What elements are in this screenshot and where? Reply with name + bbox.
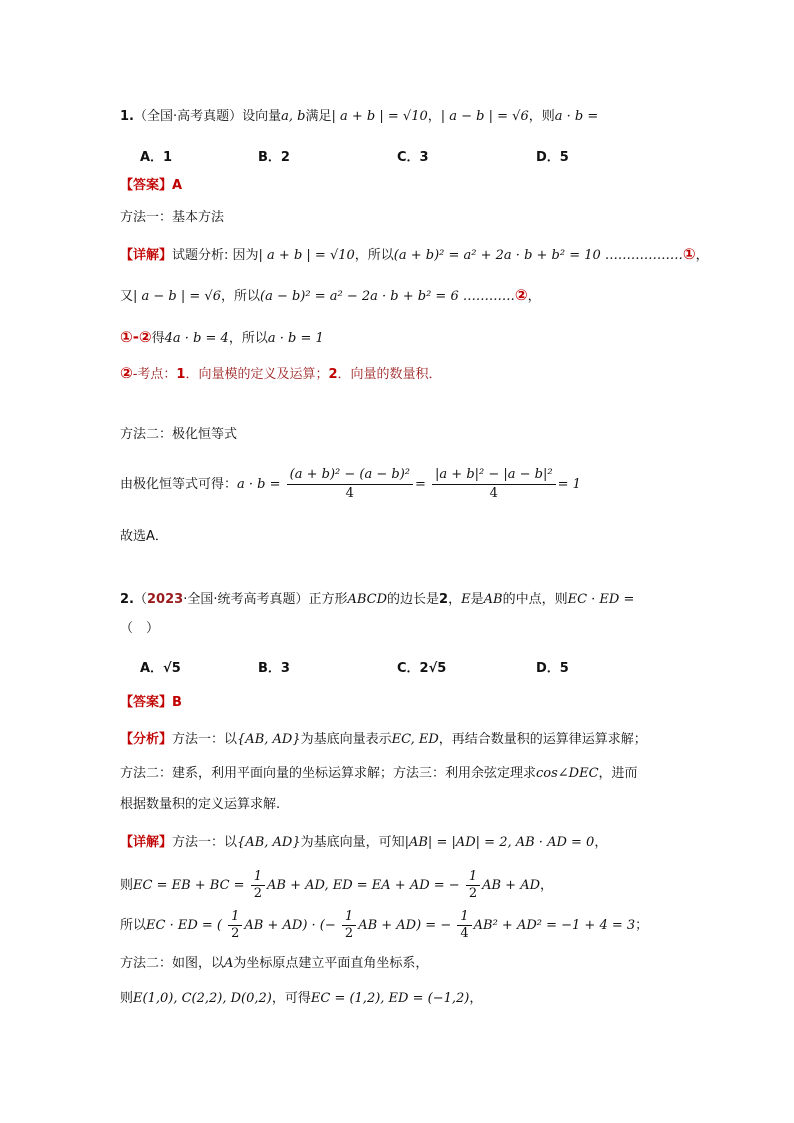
q2-detail-line2	[120, 866, 553, 906]
q2-line2-f1-den: 2	[253, 886, 262, 901]
q2-detail-tag: 【详解】	[120, 835, 173, 850]
q2-line3-f2-den: 2	[344, 926, 354, 941]
q2-option-b: B．3	[258, 661, 290, 676]
q1-polar-den1: 4	[345, 486, 354, 501]
q2-detail-a: 方法一：以	[172, 835, 238, 850]
q1-point-2n: 2	[328, 367, 338, 382]
q2-m2-A: A	[224, 956, 234, 971]
q2-m2-l2-a: 则	[120, 991, 134, 1006]
q1-ask: a · b =	[554, 109, 599, 124]
q1-polar-lhs: a · b =	[237, 477, 281, 492]
q1-method1-title: 方法一：基本方法	[120, 210, 225, 225]
q1-option-a: A．1	[140, 150, 173, 165]
q1-detail-l3-b: 得	[151, 331, 165, 346]
q1-number: 1.	[120, 109, 134, 124]
q2-line2-f2-num: 1	[466, 869, 480, 886]
q1-polar-frac1	[287, 466, 413, 503]
q2-line2-f1-num: 1	[251, 869, 265, 886]
q1-detail-l2-end: ，	[527, 289, 541, 304]
q2-analysis-l2b: ，进而	[598, 766, 638, 781]
q2-m2-b: 为坐标原点建立平面直角坐标系，	[233, 956, 429, 971]
q1-polar-den2: 4	[489, 486, 498, 501]
q2-line3-c: AB + AD) · (−	[244, 918, 336, 933]
q2-line3-frac3	[457, 909, 471, 942]
q2-paren: （ ）	[120, 621, 160, 636]
q2-answer-tag: 【答案】	[120, 695, 173, 710]
q1-detail-l2-c: ，所以	[220, 289, 260, 304]
q2-analysis-basis: {AB, AD}	[237, 732, 301, 747]
q2-line3-d: AB + AD) = −	[358, 918, 452, 933]
q2-analysis-line3: 根据数量积的定义运算求解.	[120, 797, 281, 812]
q1-cond1: | a + b | = √10	[331, 109, 428, 124]
q1-detail-l3-a: ①-②	[120, 328, 152, 346]
q2-detail-line1	[120, 834, 607, 852]
q2-line2-e: ，	[540, 878, 554, 893]
q2-source-b: ·全国·统考高考真题）	[183, 592, 309, 607]
q2-stem-c: ，	[448, 592, 462, 607]
q2-stem-e2: 的中点，则	[502, 592, 568, 607]
q2-detail-basis: {AB, AD}	[237, 835, 301, 850]
q2-stem-ab: AB	[483, 592, 503, 607]
q1-detail-l3-e: a · b = 1	[267, 331, 324, 346]
q1-stem-b: 满足	[305, 109, 332, 124]
q2-option-d: D．5	[536, 661, 569, 676]
q1-stem	[120, 108, 598, 126]
q2-analysis-a: 方法一：以	[172, 732, 238, 747]
q2-number: 2.	[120, 592, 134, 607]
q2-stem-e: E	[461, 592, 471, 607]
q2-line2-d: AB + AD	[482, 878, 541, 893]
q2-stem	[120, 591, 634, 609]
q1-detail-l2-a: 又	[120, 289, 134, 304]
q1-stem-vecs: a, b	[281, 109, 306, 124]
q2-analysis-line1	[120, 731, 647, 749]
q1-point-1t: ．向量模的定义及运算；	[185, 367, 329, 382]
q1-source: （全国·高考真题）	[133, 109, 243, 124]
q1-polar-num1: (a + b)² − (a − b)²	[287, 466, 413, 485]
q2-line2-f2-den: 2	[468, 886, 478, 901]
q2-analysis-tag: 【分析】	[120, 732, 173, 747]
q2-source-a: （	[133, 592, 147, 607]
q2-method2-line1	[120, 955, 428, 973]
q2-detail-line3	[120, 906, 648, 946]
q1-detail-line3	[120, 328, 324, 348]
q2-line3-b: EC · ED = (	[146, 918, 222, 933]
q2-stem-abcd: ABCD	[347, 592, 388, 607]
q2-method2-line2	[120, 990, 482, 1008]
q2-source-year: 2023	[147, 592, 184, 607]
q2-line3-f2-num: 1	[342, 909, 356, 926]
q1-detail-l1-a: 试题分析: 因为	[172, 248, 259, 263]
q2-analysis-b: 为基底向量表示	[300, 732, 392, 747]
q2-m2-l2-b: E(1,0), C(2,2), D(0,2)	[133, 991, 272, 1006]
q1-detail-l1-d: (a + b)² = a² + 2a · b + b² = 10 ………………	[393, 248, 683, 263]
q2-line3-f1-den: 2	[231, 926, 240, 941]
q1-point-2t: ．向量的数量积．	[337, 367, 442, 382]
q1-answer	[120, 177, 182, 195]
q1-detail-line1	[120, 245, 709, 265]
q2-answer	[120, 694, 182, 712]
q1-polar-res: = 1	[557, 477, 581, 492]
q1-detail-l1-c: ，所以	[354, 248, 394, 263]
q1-answer-value: A	[172, 178, 183, 193]
q1-detail-l3-d: ，所以	[228, 331, 268, 346]
q2-detail-d: ，	[594, 835, 608, 850]
q1-cond2: | a − b | = √6	[440, 109, 529, 124]
q2-line3-frac2	[342, 909, 356, 942]
q2-line3-f: ；	[635, 918, 649, 933]
q1-point-1n: 1	[176, 367, 186, 382]
q2-detail-b: 为基底向量，可知	[300, 835, 405, 850]
q2-stem-b: 的边长是	[387, 592, 440, 607]
q2-line3-f3-den: 4	[460, 926, 469, 941]
q1-detail-l1-end: ，	[695, 248, 709, 263]
q2-m2-l2-d: EC = (1,2), ED = (−1,2)	[310, 991, 470, 1006]
q1-conclusion	[120, 528, 168, 546]
q1-conclusion-b: A．	[146, 529, 168, 544]
q1-detail-l2-b: | a − b | = √6	[133, 289, 221, 304]
q2-m2-l2-e: ，	[469, 991, 483, 1006]
q2-m2-l2-c: ，可得	[271, 991, 311, 1006]
q1-detail-l2-d: (a − b)² = a² − 2a · b + b² = 6 …………	[260, 289, 515, 304]
q1-option-d: D．5	[536, 150, 569, 165]
q2-line3-f1-num: 1	[228, 909, 242, 926]
q1-detail-line2	[120, 286, 541, 306]
q2-ask: EC · ED =	[567, 592, 635, 607]
q1-polar-line	[120, 462, 581, 508]
q2-line3-e: AB² + AD² = −1 + 4 = 3	[473, 918, 636, 933]
q2-analysis-line2	[120, 765, 638, 783]
q1-circle1: ①	[682, 245, 696, 263]
q1-method2-title: 方法二：极化恒等式	[120, 427, 238, 442]
q2-line2-c: AB + AD, ED = EA + AD = −	[267, 878, 460, 893]
q1-polar-num2: |a + b|² − |a − b|²	[432, 466, 556, 485]
q2-line3-frac1	[228, 909, 242, 942]
q1-option-c: C．3	[397, 150, 429, 165]
q2-stem-a: 正方形	[308, 592, 348, 607]
q1-polar-lead: 由极化恒等式可得：	[120, 477, 238, 492]
q2-detail-c: |AB| = |AD| = 2, AB · AD = 0	[404, 835, 595, 850]
q1-point-tag: -考点：	[132, 367, 177, 382]
q2-line3-a: 所以	[120, 918, 147, 933]
q1-point-circle: ②	[120, 364, 133, 382]
q1-polar-frac2	[432, 466, 556, 503]
q1-polar-eq: =	[414, 477, 426, 492]
q1-option-b: B．2	[258, 150, 290, 165]
q2-analysis-cos: cos∠DEC	[536, 766, 599, 781]
q1-stem-a: 设向量	[242, 109, 282, 124]
q2-line2-frac1	[251, 869, 265, 902]
q2-option-c: C．2√5	[397, 661, 447, 676]
q2-m2-a: 方法二：如图，以	[120, 956, 225, 971]
q2-analysis-l2: 方法二：建系，利用平面向量的坐标运算求解；方法三：利用余弦定理求	[120, 766, 537, 781]
q2-answer-value: B	[172, 695, 182, 710]
q2-line2-b: EC = EB + BC =	[133, 878, 245, 893]
q2-line3-f3-num: 1	[457, 909, 471, 926]
q2-line2-a: 则	[120, 878, 134, 893]
q1-comma1: ，	[427, 109, 441, 124]
q2-option-a: A．√5	[140, 661, 181, 676]
q2-analysis-c: ，再结合数量积的运算律运算求解；	[438, 732, 647, 747]
q1-detail-l3-c: 4a · b = 4	[164, 331, 229, 346]
q1-answer-tag: 【答案】	[120, 178, 173, 193]
q1-detail-tag: 【详解】	[120, 248, 173, 263]
q2-line2-frac2	[466, 869, 480, 902]
q2-stem-2: 2	[439, 592, 449, 607]
q2-analysis-vecs: EC, ED	[391, 732, 439, 747]
q1-conclusion-a: 故选	[120, 529, 147, 544]
q1-knowledge-point	[120, 364, 442, 384]
q1-detail-l1-b: | a + b | = √10	[258, 248, 355, 263]
q2-stem-d: 是	[470, 592, 484, 607]
q1-stem-c: ，则	[528, 109, 555, 124]
q1-circle2: ②	[514, 286, 528, 304]
